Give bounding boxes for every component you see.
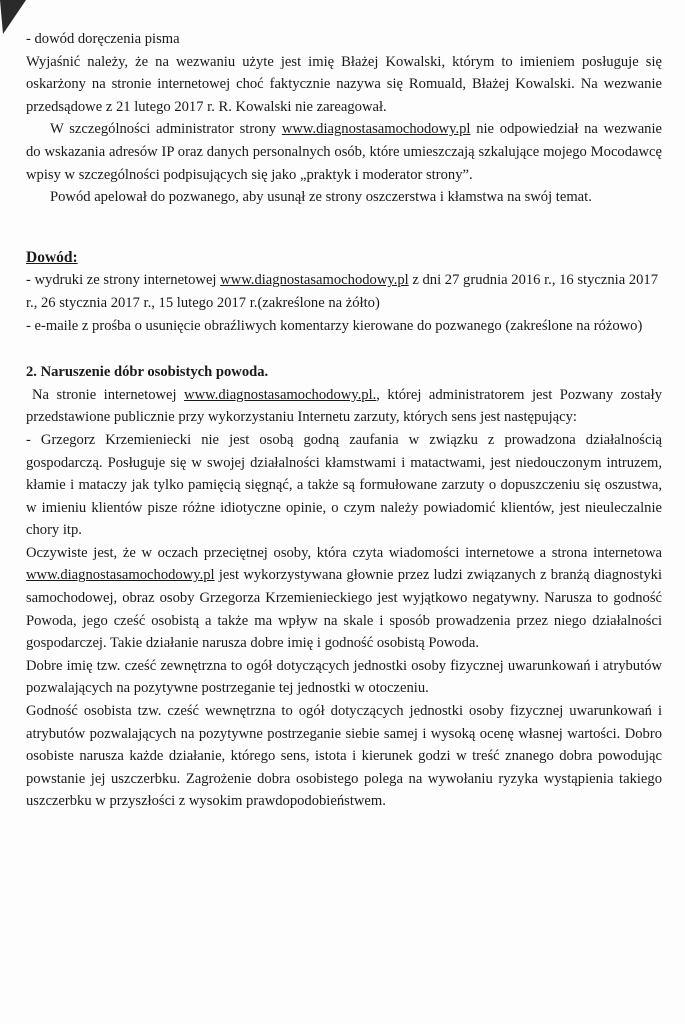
evidence-item-printouts-end: z dni 27 grudnia 2016 r., 16 stycznia 2017 r., 26 stycznia 2017 r., 15 lutego 2017 r.(zakreślone na żółto): [26, 272, 659, 311]
evidence-item-emails: - e-maile z prośba o usunięcie obraźliwych komentarzy kierowane do pozwanego (zakreślone na różowo): [26, 317, 643, 334]
spacer: [26, 337, 662, 361]
evidence-delivery-line: - dowód doręczenia pisma: [26, 31, 180, 47]
accusations-paragraph: - Grzegorz Krzemieniecki nie jest osobą godną zaufania w związku z prowadzona działalnością gospodarczą. Posługuje się w swojej działalności kłamstwami i matactwami, jest niedouczonym intruzem, kłamie i mataczy jak tylko pamięcią sięgnąć, a także są formułowane zarzuty o dopuszczeniu się oszustwa, w imieniu klientów pisze różne idiotyczne opinie, o czym należy powiadomić klientów, jest nieuleczalnie chory itp.: [26, 431, 662, 539]
explanation-paragraph: Wyjaśnić należy, że na wezwaniu użyte jest imię Błażej Kowalski, którym to imieniem posługuje się oskarżony na stronie internetowej choć faktycznie nazywa się Romuald, Błażej Kowalski. Na wezwanie przedsądowe z 21 lutego 2017 r. R. Kowalski nie zareagował.: [26, 53, 662, 115]
obvious-text-start: Oczywiste jest, że w oczach przeciętnej osoby, która czyta wiadomości internetowe a strona internetowa: [26, 544, 662, 561]
section-2-intro-paragraph: [26, 384, 662, 429]
obvious-paragraph: [26, 542, 662, 655]
obvious-site-link[interactable]: www.diagnostasamochodowy.pl: [26, 567, 215, 584]
good-name-paragraph: Dobre imię tzw. cześć zewnętrzna to ogół dotyczących jednostki osoby fizycznej uwarunkowań i atrybutów pozwalających na pozytywne postrzeganie tej jednostki w otoczeniu.: [26, 657, 662, 697]
obvious-text-end: jest wykorzystywana głownie przez ludzi związanych z branżą diagnostyki samochodowej, obraz osoby Grzegorza Krzemienieckiego jest wyjątkowo negatywny. Narusza to godność Powoda, jego cześć osobistą a także ma wpływ na skale i sposób prowadzenia przez niego działalności gospodarczej. Takie działanie narusza dobre imię i godność osobistą Powoda.: [26, 567, 662, 652]
personal-dignity-paragraph: Godność osobista tzw. cześć wewnętrzna to ogół dotyczących jednostki osoby fizycznej uwarunkowań i atrybutów pozwalających na pozytywne postrzeganie siebie samej i wysoką ocenę własnej wartości. Dobro osobiste narusza każde działanie, którego sens, istota i kierunek godzi w treść znanego dobra powodując powstanie jej uszczerbku. Zagrożenie dobra osobistego polega na wywołaniu ryzyka wystąpienia takiego uszczerbku w przyszłości z wysokim prawdopodobieństwem.: [26, 703, 662, 810]
administrator-paragraph: [26, 118, 662, 186]
spacer: [26, 209, 662, 247]
administrator-text-end: nie odpowiedział na wezwanie do wskazania adresów IP oraz danych personalnych osób, które umieszczają szkalujące mojego Mocodawcę wpisy w szczególności podpisujących się jako „praktyk i moderator strony”.: [26, 121, 662, 183]
evidence-site-link[interactable]: www.diagnostasamochodowy.pl: [220, 272, 409, 289]
administrator-text-start: W szczególności administrator strony: [50, 121, 282, 138]
section-2-intro-end: , której administratorem jest Pozwany zostały przedstawione publicznie przy wykorzystaniu Internetu zarzuty, których sens jest następujący:: [26, 386, 662, 426]
appeal-paragraph: Powód apelował do pozwanego, aby usunął ze strony oszczerstwa i kłamstwa na swój temat.: [50, 189, 592, 206]
site-link[interactable]: www.diagnostasamochodowy.pl: [281, 121, 471, 138]
document-body: [26, 28, 662, 813]
evidence-heading: Dowód:: [26, 248, 78, 266]
section-2-heading: 2. Naruszenie dóbr osobistych powoda.: [26, 364, 269, 381]
section-2-intro-start: Na stronie internetowej: [32, 386, 185, 403]
evidence-item-printouts: [26, 269, 662, 314]
evidence-item-printouts-start: - wydruki ze strony internetowej: [26, 272, 221, 289]
section-2-site-link[interactable]: www.diagnostasamochodowy.pl.: [184, 386, 377, 403]
